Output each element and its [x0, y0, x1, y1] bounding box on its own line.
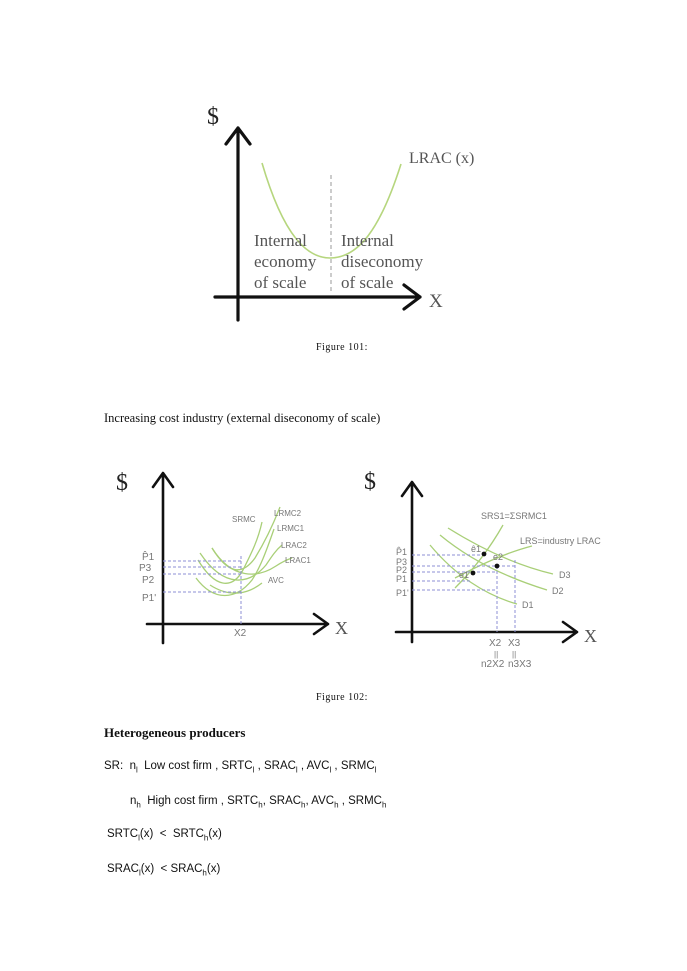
high-cost-line: $n_h$ High cost firm , $SRTC_h$, $SRAC_h$, $AVC_h$ , $SRMC_h$ [130, 795, 387, 810]
diseconomy-label-line1: Internal [341, 231, 394, 250]
lrac-label: LRAC (x) [409, 150, 475, 167]
figure-101-caption: Figure 101: [316, 342, 368, 353]
x3-equals: || [512, 650, 517, 659]
figure-102-caption: Figure 102: [316, 692, 368, 703]
fig102-left-x-label: X [335, 618, 348, 638]
price-p2-right: P2 [396, 565, 408, 575]
d3-label: D3 [559, 570, 571, 580]
fig102-right-y-label: $ [364, 469, 376, 495]
fig102-right-x-label: X [584, 626, 597, 646]
sr-prefix: SR: [104, 760, 124, 772]
price-p1hat-left: P̂1 [142, 552, 155, 563]
heterogeneous-title: Heterogeneous producers [104, 725, 246, 740]
diseconomy-label-line2: diseconomy [341, 252, 424, 271]
price-p1prime-left: P1' [142, 593, 157, 604]
price-p1prime-right: P1' [396, 588, 409, 598]
d1-label: D1 [522, 600, 534, 610]
price-p3-left: P3 [139, 563, 152, 574]
x2-equals: || [494, 650, 499, 659]
n-low: n [129, 760, 136, 772]
lrmc2-label: LRMC2 [274, 509, 302, 518]
lrac1-label: LRAC1 [285, 556, 311, 565]
fig102-right-x-axis [396, 622, 577, 642]
label-e1hat: ê1 [471, 544, 482, 554]
lrac2-label: LRAC2 [281, 541, 307, 550]
lrs-label: LRS=industry LRAC [520, 536, 601, 546]
economy-label-line3: of scale [254, 273, 307, 292]
srac-inequality: $SRAC_l(x)$ < $SRAC_h(x)$ [107, 863, 221, 878]
n-high: n [130, 795, 137, 807]
label-e2: e2 [493, 552, 504, 562]
price-p1hat-right: P̂1 [396, 547, 408, 557]
economy-label-line1: Internal [254, 231, 307, 250]
n3x3-label: n3X3 [508, 659, 532, 670]
sr-low-cost-line: SR: $n_l$ Low cost firm , $SRTC_l$ , $SRAC_l$ , $AVC_l$ , $SRMC_l$ [104, 760, 377, 775]
diseconomy-label-line3: of scale [341, 273, 394, 292]
economy-label-line2: economy [254, 252, 317, 271]
x3-tick-right: X3 [508, 638, 521, 649]
section-title: Increasing cost industry (external diseconomy of scale) [104, 411, 381, 425]
fig102-left-y-axis [153, 473, 173, 643]
d2-label: D2 [552, 586, 564, 596]
srmc-label: SRMC [232, 515, 256, 524]
lrmc1-label: LRMC1 [277, 524, 305, 533]
price-p3-right: P3 [396, 557, 408, 567]
n2x2-label: n2X2 [481, 659, 505, 670]
point-e1hat [482, 552, 487, 557]
srtc-inequality: $SRTC_l(x)$ < $SRTC_h(x)$ [107, 828, 222, 843]
high-cost-desc: High cost firm , [147, 795, 224, 807]
x2-tick-right: X2 [489, 638, 502, 649]
fig101-y-label: $ [207, 104, 219, 130]
point-e2 [495, 564, 500, 569]
srs1-label: SRS1=ΣSRMC1 [481, 511, 547, 521]
label-e1: e1 [459, 570, 470, 580]
price-p2-left: P2 [142, 575, 155, 586]
avc-label: AVC [268, 576, 284, 585]
d3-curve [448, 528, 553, 574]
fig101-x-label: X [429, 291, 443, 312]
point-e1 [471, 571, 476, 576]
x2-tick-left: X2 [234, 628, 247, 639]
fig102-left-y-label: $ [116, 470, 128, 496]
fig101-y-axis [226, 128, 250, 320]
low-cost-desc: Low cost firm , [144, 760, 219, 772]
price-p1-right: P1 [396, 574, 408, 584]
